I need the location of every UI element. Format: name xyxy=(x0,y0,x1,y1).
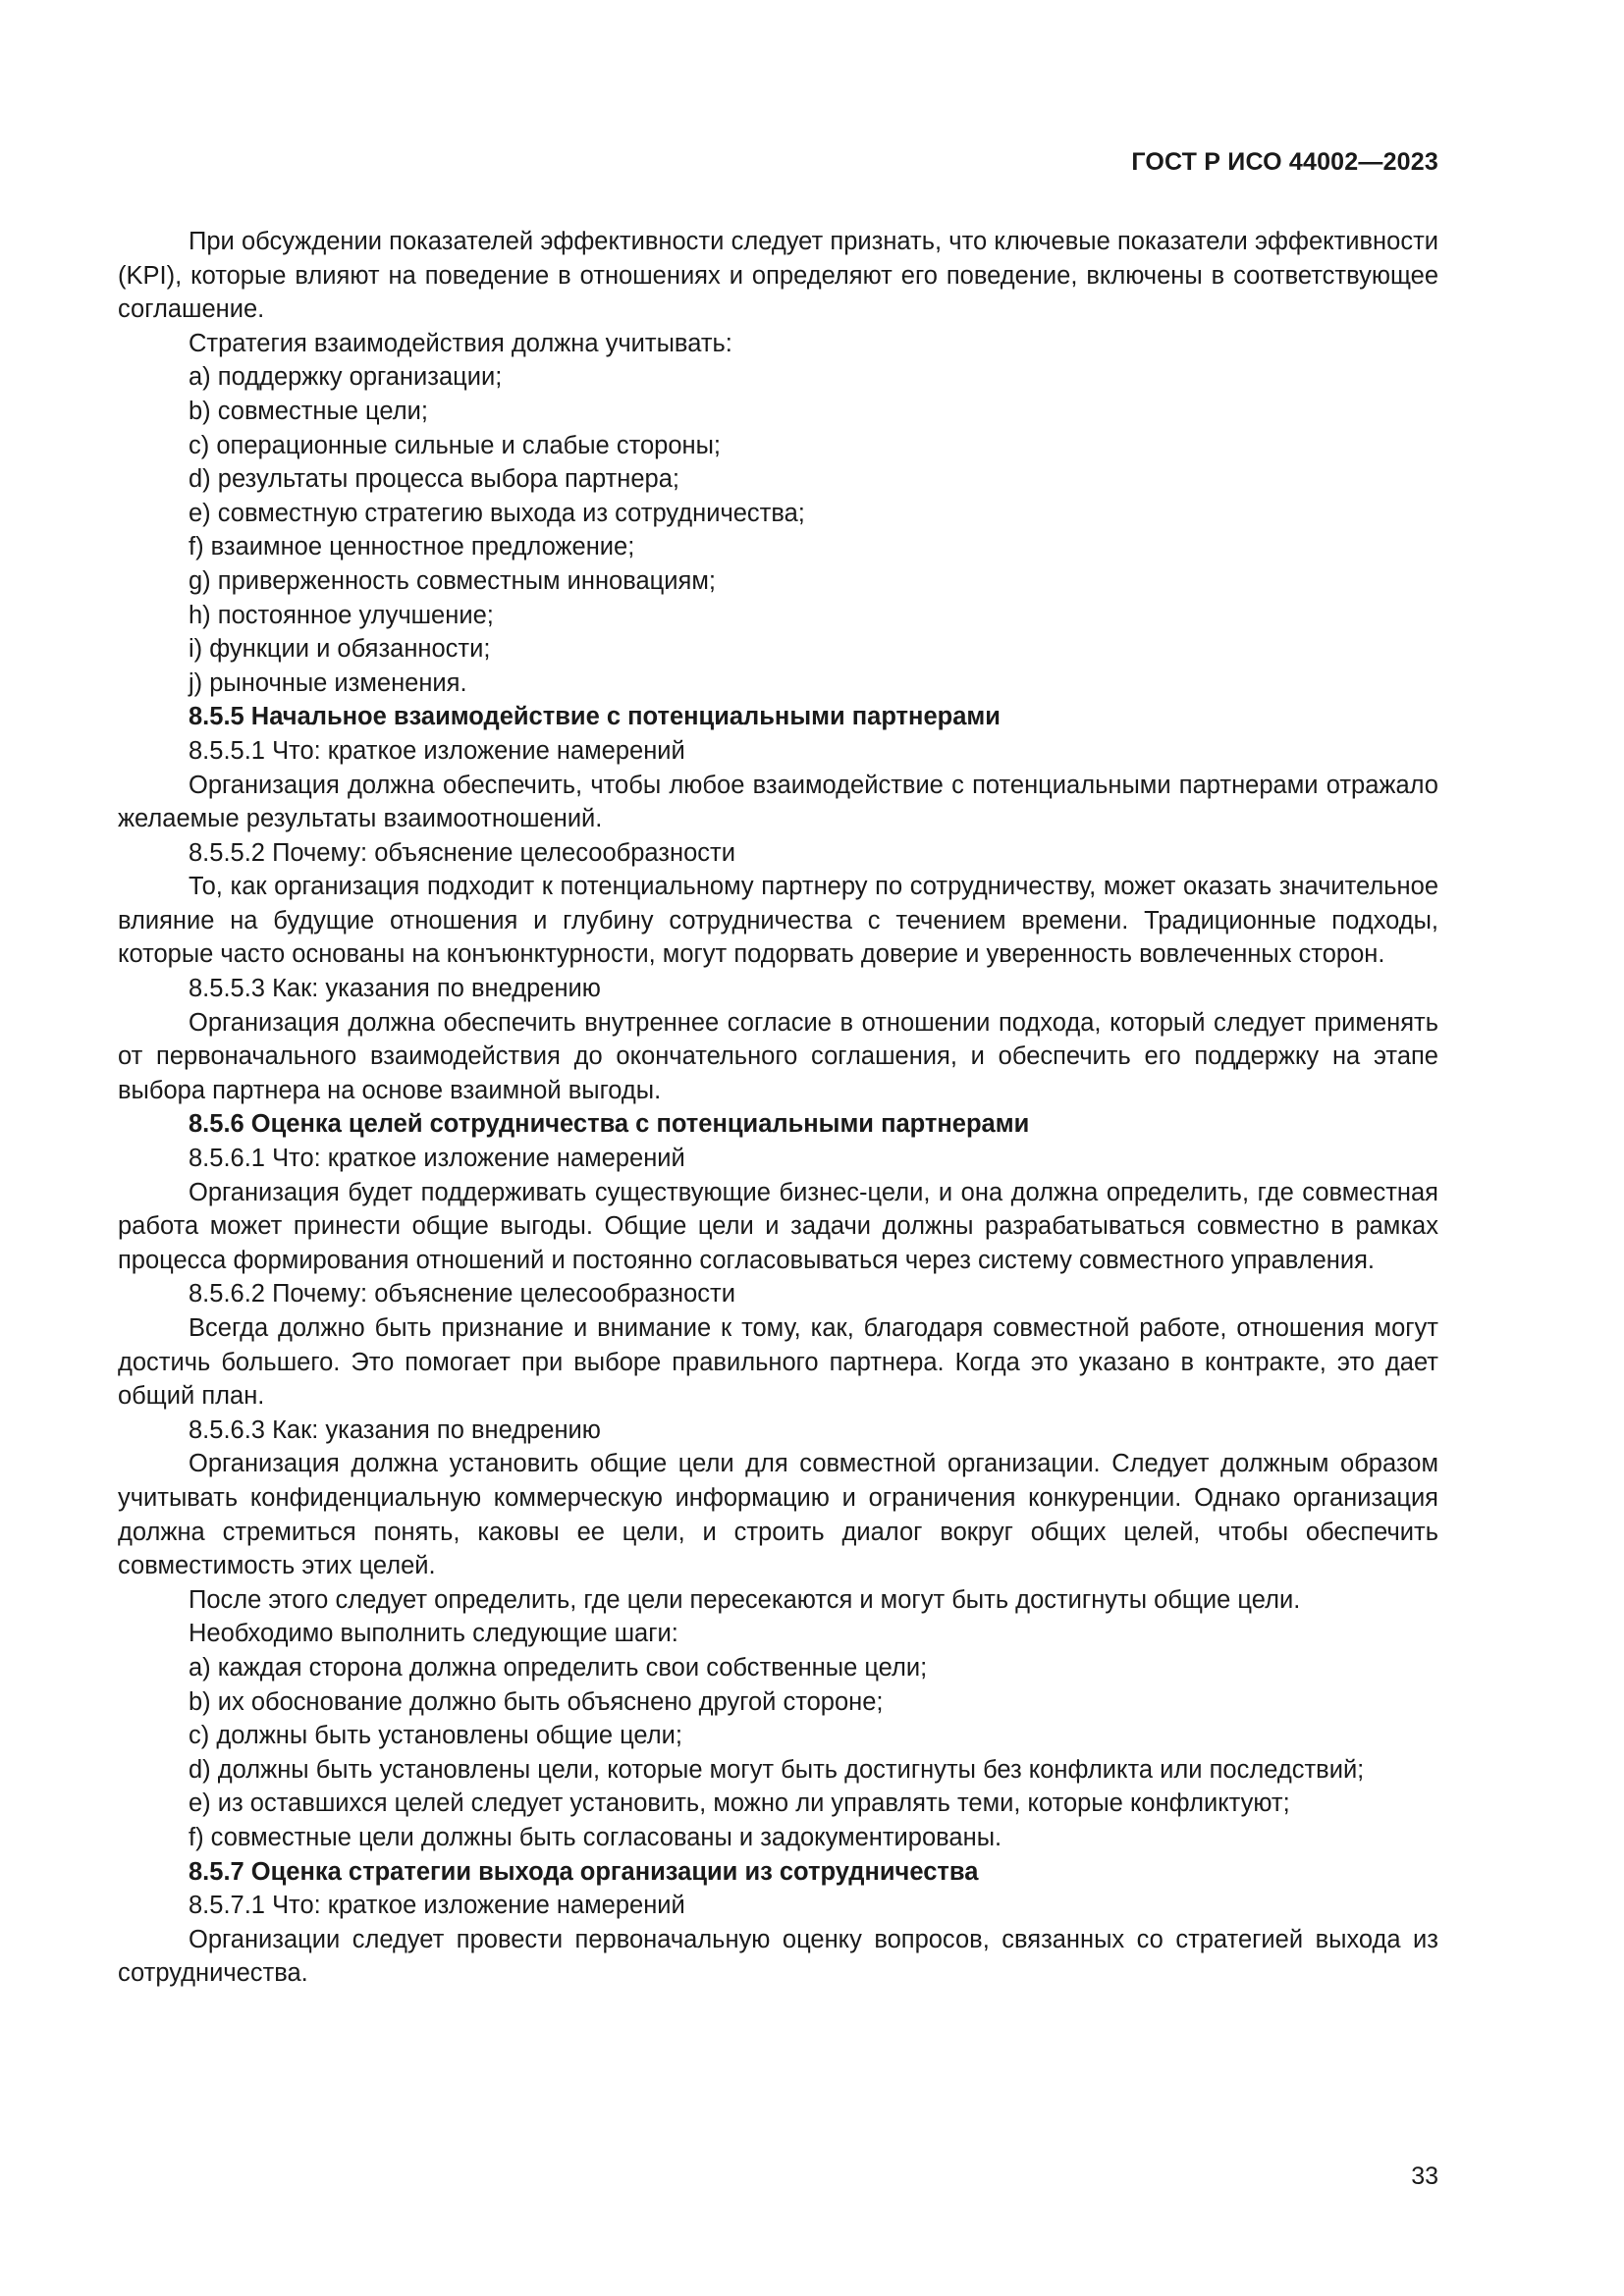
document-body xyxy=(118,225,1438,1991)
subsection-title: 8.5.5.3 Как: указания по внедрению xyxy=(189,975,601,1003)
paragraph: Организация должна обеспечить внутреннее согласие в отношении подхода, который следует применять от первоначального взаимодействия до окончательного соглашения, и обеспечить его поддержку на этапе выбора партнера на основе взаимной выгоды. xyxy=(118,1008,1438,1104)
paragraph: Организация должна установить общие цели для совместной организации. Следует должным образом учитывать конфиденциальную коммерческую информацию и ограничения конкуренции. Однако организация должна стремиться понять, каковы ее цели, и строить диалог вокруг общих целей, чтобы обеспечить совместимость этих целей. xyxy=(118,1450,1438,1580)
paragraph: Организация будет поддерживать существующие бизнес-цели, и она должна определить, где совместная работа может принести общие выгоды. Общие цели и задачи должны разрабатываться совместно в рамках процесса формирования отношений и постоянно согласовываться через систему совместного управления. xyxy=(118,1178,1438,1274)
list-item: h) постоянное улучшение; xyxy=(189,601,494,629)
paragraph: Организация должна обеспечить, чтобы любое взаимодействие с потенциальными партнерами отражало желаемые результаты взаимоотношений. xyxy=(118,771,1438,833)
subsection-title: 8.5.7.1 Что: краткое изложение намерений xyxy=(189,1892,685,1920)
list-item: g) приверженность совместным инновациям; xyxy=(189,566,716,595)
paragraph: Необходимо выполнить следующие шаги: xyxy=(189,1620,678,1648)
subsection-title: 8.5.6.3 Как: указания по внедрению xyxy=(189,1415,601,1444)
list-item: i) функции и обязанности; xyxy=(189,635,491,664)
subsection-title: 8.5.6.1 Что: краткое изложение намерений xyxy=(189,1145,685,1173)
section-heading: 8.5.7 Оценка стратегии выхода организации из сотрудничества xyxy=(189,1857,979,1886)
list-item: d) должны быть установлены цели, которые могут быть достигнуты без конфликта или последствий; xyxy=(189,1755,1365,1784)
document-header: ГОСТ Р ИСО 44002—2023 xyxy=(1131,148,1438,176)
list-item: b) совместные цели; xyxy=(189,397,428,425)
list-item: e) из оставшихся целей следует установить, можно ли управлять теми, которые конфликтуют; xyxy=(189,1789,1290,1818)
list-item: b) их обоснование должно быть объяснено другой стороне; xyxy=(189,1687,884,1716)
subsection-title: 8.5.5.1 Что: краткое изложение намерений xyxy=(189,736,685,765)
list-item: c) должны быть установлены общие цели; xyxy=(189,1722,682,1750)
list-item: a) каждая сторона должна определить свои собственные цели; xyxy=(189,1653,928,1682)
list-item: a) поддержку организации; xyxy=(189,363,503,392)
list-item: c) операционные сильные и слабые стороны; xyxy=(189,431,722,459)
list-item: f) совместные цели должны быть согласованы и задокументированы. xyxy=(189,1823,1002,1851)
list-item: j) рыночные изменения. xyxy=(189,668,467,697)
page-number: 33 xyxy=(1411,2163,1438,2190)
section-heading: 8.5.5 Начальное взаимодействие с потенциальными партнерами xyxy=(189,703,1001,731)
subsection-title: 8.5.5.2 Почему: объяснение целесообразности xyxy=(189,838,735,867)
list-item: d) результаты процесса выбора партнера; xyxy=(189,465,679,494)
paragraph: После этого следует определить, где цели пересекаются и могут быть достигнуты общие цели. xyxy=(189,1585,1301,1614)
section-heading: 8.5.6 Оценка целей сотрудничества с потенциальными партнерами xyxy=(189,1110,1030,1139)
paragraph: Стратегия взаимодействия должна учитывать: xyxy=(189,329,732,357)
paragraph: Организации следует провести первоначальную оценку вопросов, связанных со стратегией выхода из сотрудничества. xyxy=(118,1925,1438,1988)
list-item: e) совместную стратегию выхода из сотрудничества; xyxy=(189,499,805,527)
paragraph: При обсуждении показателей эффективности следует признать, что ключевые показатели эффективности (KPI), которые влияют на поведение в отношениях и определяют его поведение, включены в соответствующее соглашение. xyxy=(118,228,1438,324)
list-item: f) взаимное ценностное предложение; xyxy=(189,533,635,561)
paragraph: Всегда должно быть признание и внимание к тому, как, благодаря совместной работе, отношения могут достичь большего. Это помогает при выборе правильного партнера. Когда это указано в контракте, это дает общий план. xyxy=(118,1314,1438,1411)
subsection-title: 8.5.6.2 Почему: объяснение целесообразности xyxy=(189,1280,735,1308)
paragraph: То, как организация подходит к потенциальному партнеру по сотрудничеству, может оказать значительное влияние на будущие отношения и глубину сотрудничества с течением времени. Традиционные подходы, которые часто основаны на конъюнктурности, могут подорвать доверие и уверенность вовлеченных сторон. xyxy=(118,873,1438,969)
